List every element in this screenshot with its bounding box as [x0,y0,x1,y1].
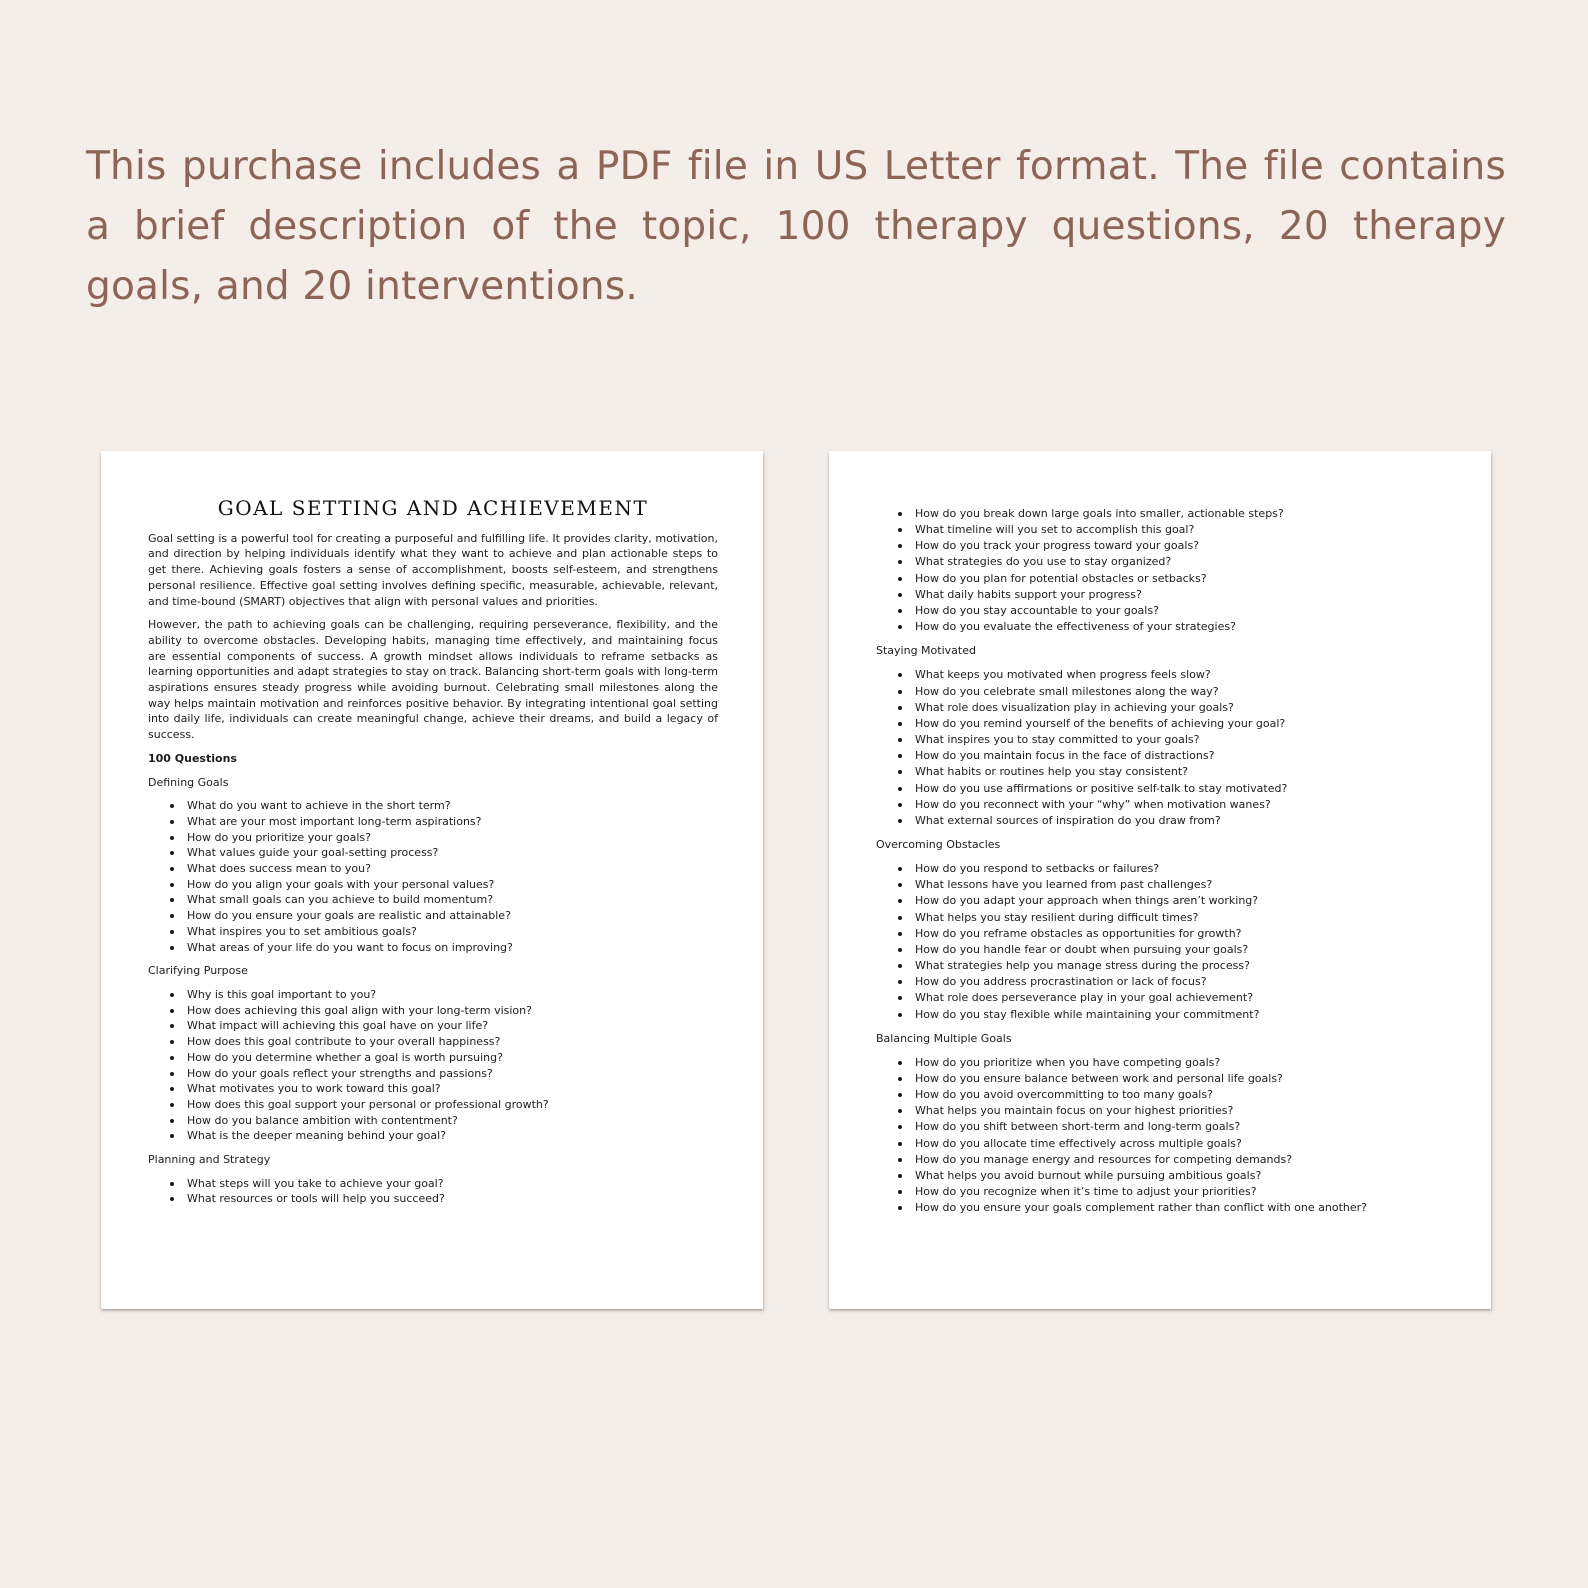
question-item: How do you evaluate the effectiveness of your strategies? [915,619,1456,635]
document-page-left [101,451,763,1309]
question-item: What strategies do you use to stay organized? [915,554,1456,570]
question-item: What areas of your life do you want to focus on improving? [187,940,718,956]
question-item: How do you stay flexible while maintaining your commitment? [915,1007,1456,1023]
question-item: What lessons have you learned from past challenges? [915,877,1456,893]
question-item: How do you reconnect with your “why” when motivation wanes? [915,797,1456,813]
question-item: What role does visualization play in achieving your goals? [915,700,1456,716]
question-item: How do you track your progress toward your goals? [915,538,1456,554]
question-item: What helps you maintain focus on your highest priorities? [915,1103,1456,1119]
question-item: How do you address procrastination or lack of focus? [915,974,1456,990]
question-item: How do you celebrate small milestones along the way? [915,684,1456,700]
section-heading-clarifying-purpose: Clarifying Purpose [148,964,248,978]
question-item: What helps you stay resilient during difficult times? [915,910,1456,926]
question-item: How do you recognize when it’s time to adjust your priorities? [915,1184,1456,1200]
page-content-left [148,496,718,1215]
question-item: How does achieving this goal align with your long-term vision? [187,1003,718,1019]
question-item: How do you use affirmations or positive self-talk to stay motivated? [915,781,1456,797]
question-item: What do you want to achieve in the short term? [187,798,718,814]
question-sections-left [148,775,718,1208]
intro-paragraph: However, the path to achieving goals can be challenging, requiring perseverance, flexibility, and the ability to overcome obstacles. Developing habits, managing time effectively, and maintaining focus are essential components of success. A growth mindset allows individuals to reframe setbacks as learning opportunities and adapt strategies to stay on track. Balancing short-term goals with long-term aspirations ensures steady progress while avoiding burnout. Celebrating small milestones along the way helps maintain motivation and reinforces positive behavior. By integrating intentional goal setting into daily life, individuals can create meaningful change, achieve their dreams, and build a legacy of success. [148,618,718,742]
question-item: How do you adapt your approach when things aren’t working? [915,893,1456,909]
document-page-right [829,451,1491,1309]
question-item: What external sources of inspiration do you draw from? [915,813,1456,829]
question-item: How does this goal contribute to your overall happiness? [187,1034,718,1050]
question-item: What habits or routines help you stay consistent? [915,764,1456,780]
question-item: How do you break down large goals into smaller, actionable steps? [915,506,1456,522]
question-item: How do you ensure your goals complement rather than conflict with one another? [915,1200,1456,1216]
section-heading-staying-motivated: Staying Motivated [876,644,976,658]
question-item: How do you shift between short-term and long-term goals? [915,1119,1456,1135]
question-item: How do you prioritize your goals? [187,830,718,846]
question-item: How do you plan for potential obstacles or setbacks? [915,571,1456,587]
question-item: What resources or tools will help you succeed? [187,1191,718,1207]
question-item: Why is this goal important to you? [187,987,718,1003]
question-item: What timeline will you set to accomplish this goal? [915,522,1456,538]
intro-paragraph: Goal setting is a powerful tool for creating a purposeful and fulfilling life. It provides clarity, motivation, and direction by helping individuals identify what they want to achieve and plan actionable steps to get there. Achieving goals fosters a sense of accomplishment, boosts self-esteem, and strengthens personal resilience. Effective goal setting involves defining specific, measurable, achievable, relevant, and time-bound (SMART) objectives that align with personal values and priorities. [148,531,718,608]
question-item: How do you determine whether a goal is worth pursuing? [187,1050,718,1066]
page-content-right [876,506,1456,1224]
question-item: How do you respond to setbacks or failures? [915,861,1456,877]
question-sections-right [876,643,1456,1216]
question-item: What are your most important long-term aspirations? [187,814,718,830]
document-title: GOAL SETTING AND ACHIEVEMENT [217,496,649,520]
question-item: How do you stay accountable to your goals? [915,603,1456,619]
question-item: How do your goals reflect your strengths and passions? [187,1066,718,1082]
question-item: What is the deeper meaning behind your goal? [187,1128,718,1144]
question-item: What strategies help you manage stress during the process? [915,958,1456,974]
question-list-clarifying-purpose [148,987,718,1144]
question-item: How do you allocate time effectively across multiple goals? [915,1136,1456,1152]
question-item: How do you align your goals with your personal values? [187,877,718,893]
question-item: How do you reframe obstacles as opportunities for growth? [915,926,1456,942]
question-item: What keeps you motivated when progress feels slow? [915,667,1456,683]
section-heading-defining-goals: Defining Goals [148,775,229,789]
question-item: What steps will you take to achieve your goal? [187,1176,718,1192]
section-heading-planning-and-strategy: Planning and Strategy [148,1153,271,1167]
question-item: How does this goal support your personal or professional growth? [187,1097,718,1113]
question-item: What small goals can you achieve to build momentum? [187,892,718,908]
question-item: What role does perseverance play in your goal achievement? [915,990,1456,1006]
question-item: What does success mean to you? [187,861,718,877]
question-item: What inspires you to set ambitious goals? [187,924,718,940]
question-item: How do you remind yourself of the benefits of achieving your goal? [915,716,1456,732]
question-item: What daily habits support your progress? [915,587,1456,603]
question-item: How do you prioritize when you have competing goals? [915,1055,1456,1071]
section-heading-balancing-multiple-goals: Balancing Multiple Goals [876,1031,1012,1045]
question-item: How do you maintain focus in the face of distractions? [915,748,1456,764]
question-item: What inspires you to stay committed to your goals? [915,732,1456,748]
question-list-balancing-multiple-goals [876,1055,1456,1217]
section-heading-overcoming-obstacles: Overcoming Obstacles [876,837,1001,851]
question-item: How do you ensure your goals are realistic and attainable? [187,908,718,924]
question-item: How do you manage energy and resources for competing demands? [915,1152,1456,1168]
question-item: How do you balance ambition with contentment? [187,1113,718,1129]
question-list-staying-motivated [876,667,1456,829]
headline: This purchase includes a PDF file in US Letter format. The file contains a brief description of the topic, 100 therapy questions, 20 therapy goals, and 20 interventions. [86,144,1506,309]
question-item: What values guide your goal-setting process? [187,845,718,861]
question-list-planning-and-strategy [148,1176,718,1207]
question-item: How do you handle fear or doubt when pursuing your goals? [915,942,1456,958]
question-list-continued [876,506,1456,635]
question-item: What helps you avoid burnout while pursuing ambitious goals? [915,1168,1456,1184]
question-item: What impact will achieving this goal have on your life? [187,1018,718,1034]
questions-heading: 100 Questions [148,751,237,765]
question-item: How do you ensure balance between work and personal life goals? [915,1071,1456,1087]
question-list-defining-goals [148,798,718,955]
question-item: What motivates you to work toward this goal? [187,1081,718,1097]
question-list-overcoming-obstacles [876,861,1456,1023]
question-item: How do you avoid overcommitting to too many goals? [915,1087,1456,1103]
